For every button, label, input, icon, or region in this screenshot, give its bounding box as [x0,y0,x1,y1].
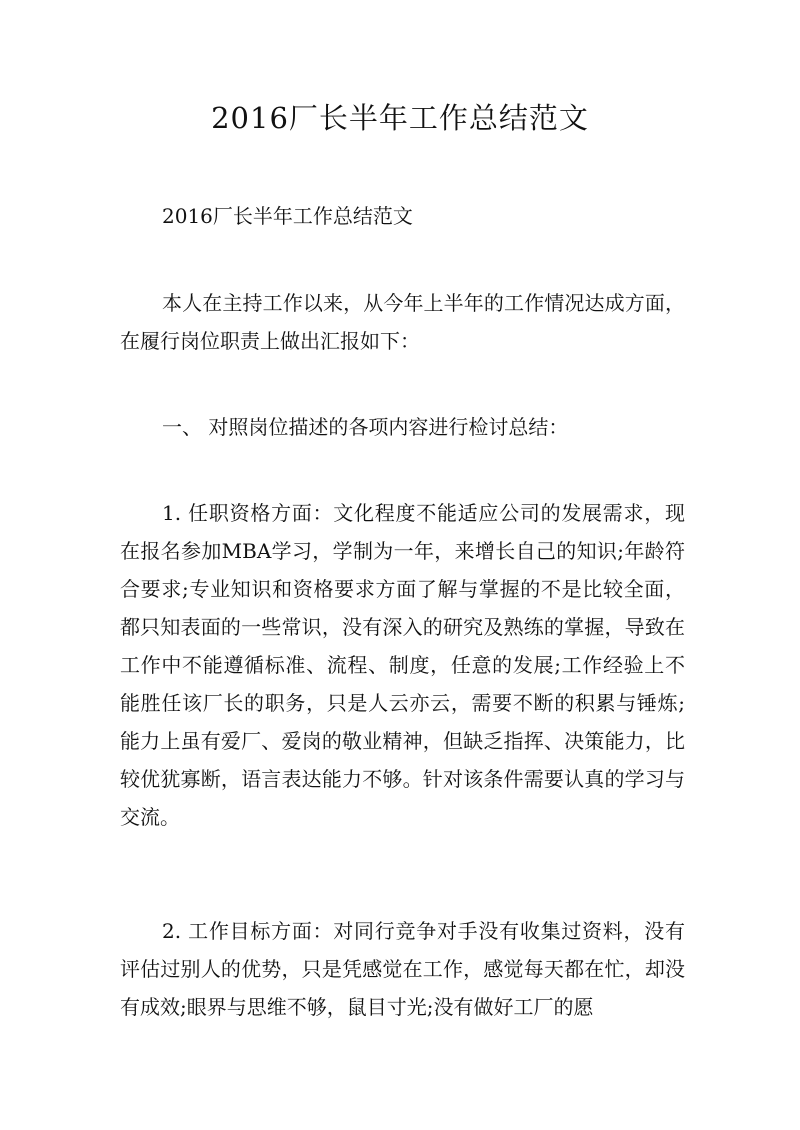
intro-paragraph: 本人在主持工作以来，从今年上半年的工作情况达成方面，在履行岗位职责上做出汇报如下： [120,291,685,353]
document-title: 2016厂长半年工作总结范文 [211,101,589,135]
section-heading-1: 一、 对照岗位描述的各项内容进行检讨总结： [162,415,569,439]
subtitle-paragraph: 2016厂长半年工作总结范文 [162,204,413,228]
item-1-paragraph: 1. 任职资格方面：文化程度不能适应公司的发展需求，现在报名参加MBA学习，学制为一年，来增长自己的知识;年龄符合要求;专业知识和资格要求方面了解与掌握的不是比较全面，都只知表面的一些常识，没有深入的研究及熟练的掌握，导致在工作中不能遵循标准、流程、制度，任意的发展;工作经验上不能胜任该厂长的职务，只是人云亦云，需要不断的积累与锤炼;能力上虽有爱厂、爱岗的敬业精神，但缺乏指挥、决策能力，比较优犹寡断，语言表达能力不够。针对该条件需要认真的学习与交流。 [120,501,685,829]
item-2-paragraph: 2. 工作目标方面：对同行竞争对手没有收集过资料，没有评估过别人的优势，只是凭感觉在工作，感觉每天都在忙，却没有成效;眼界与思维不够，鼠目寸光;没有做好工厂的愿 [120,919,685,1019]
